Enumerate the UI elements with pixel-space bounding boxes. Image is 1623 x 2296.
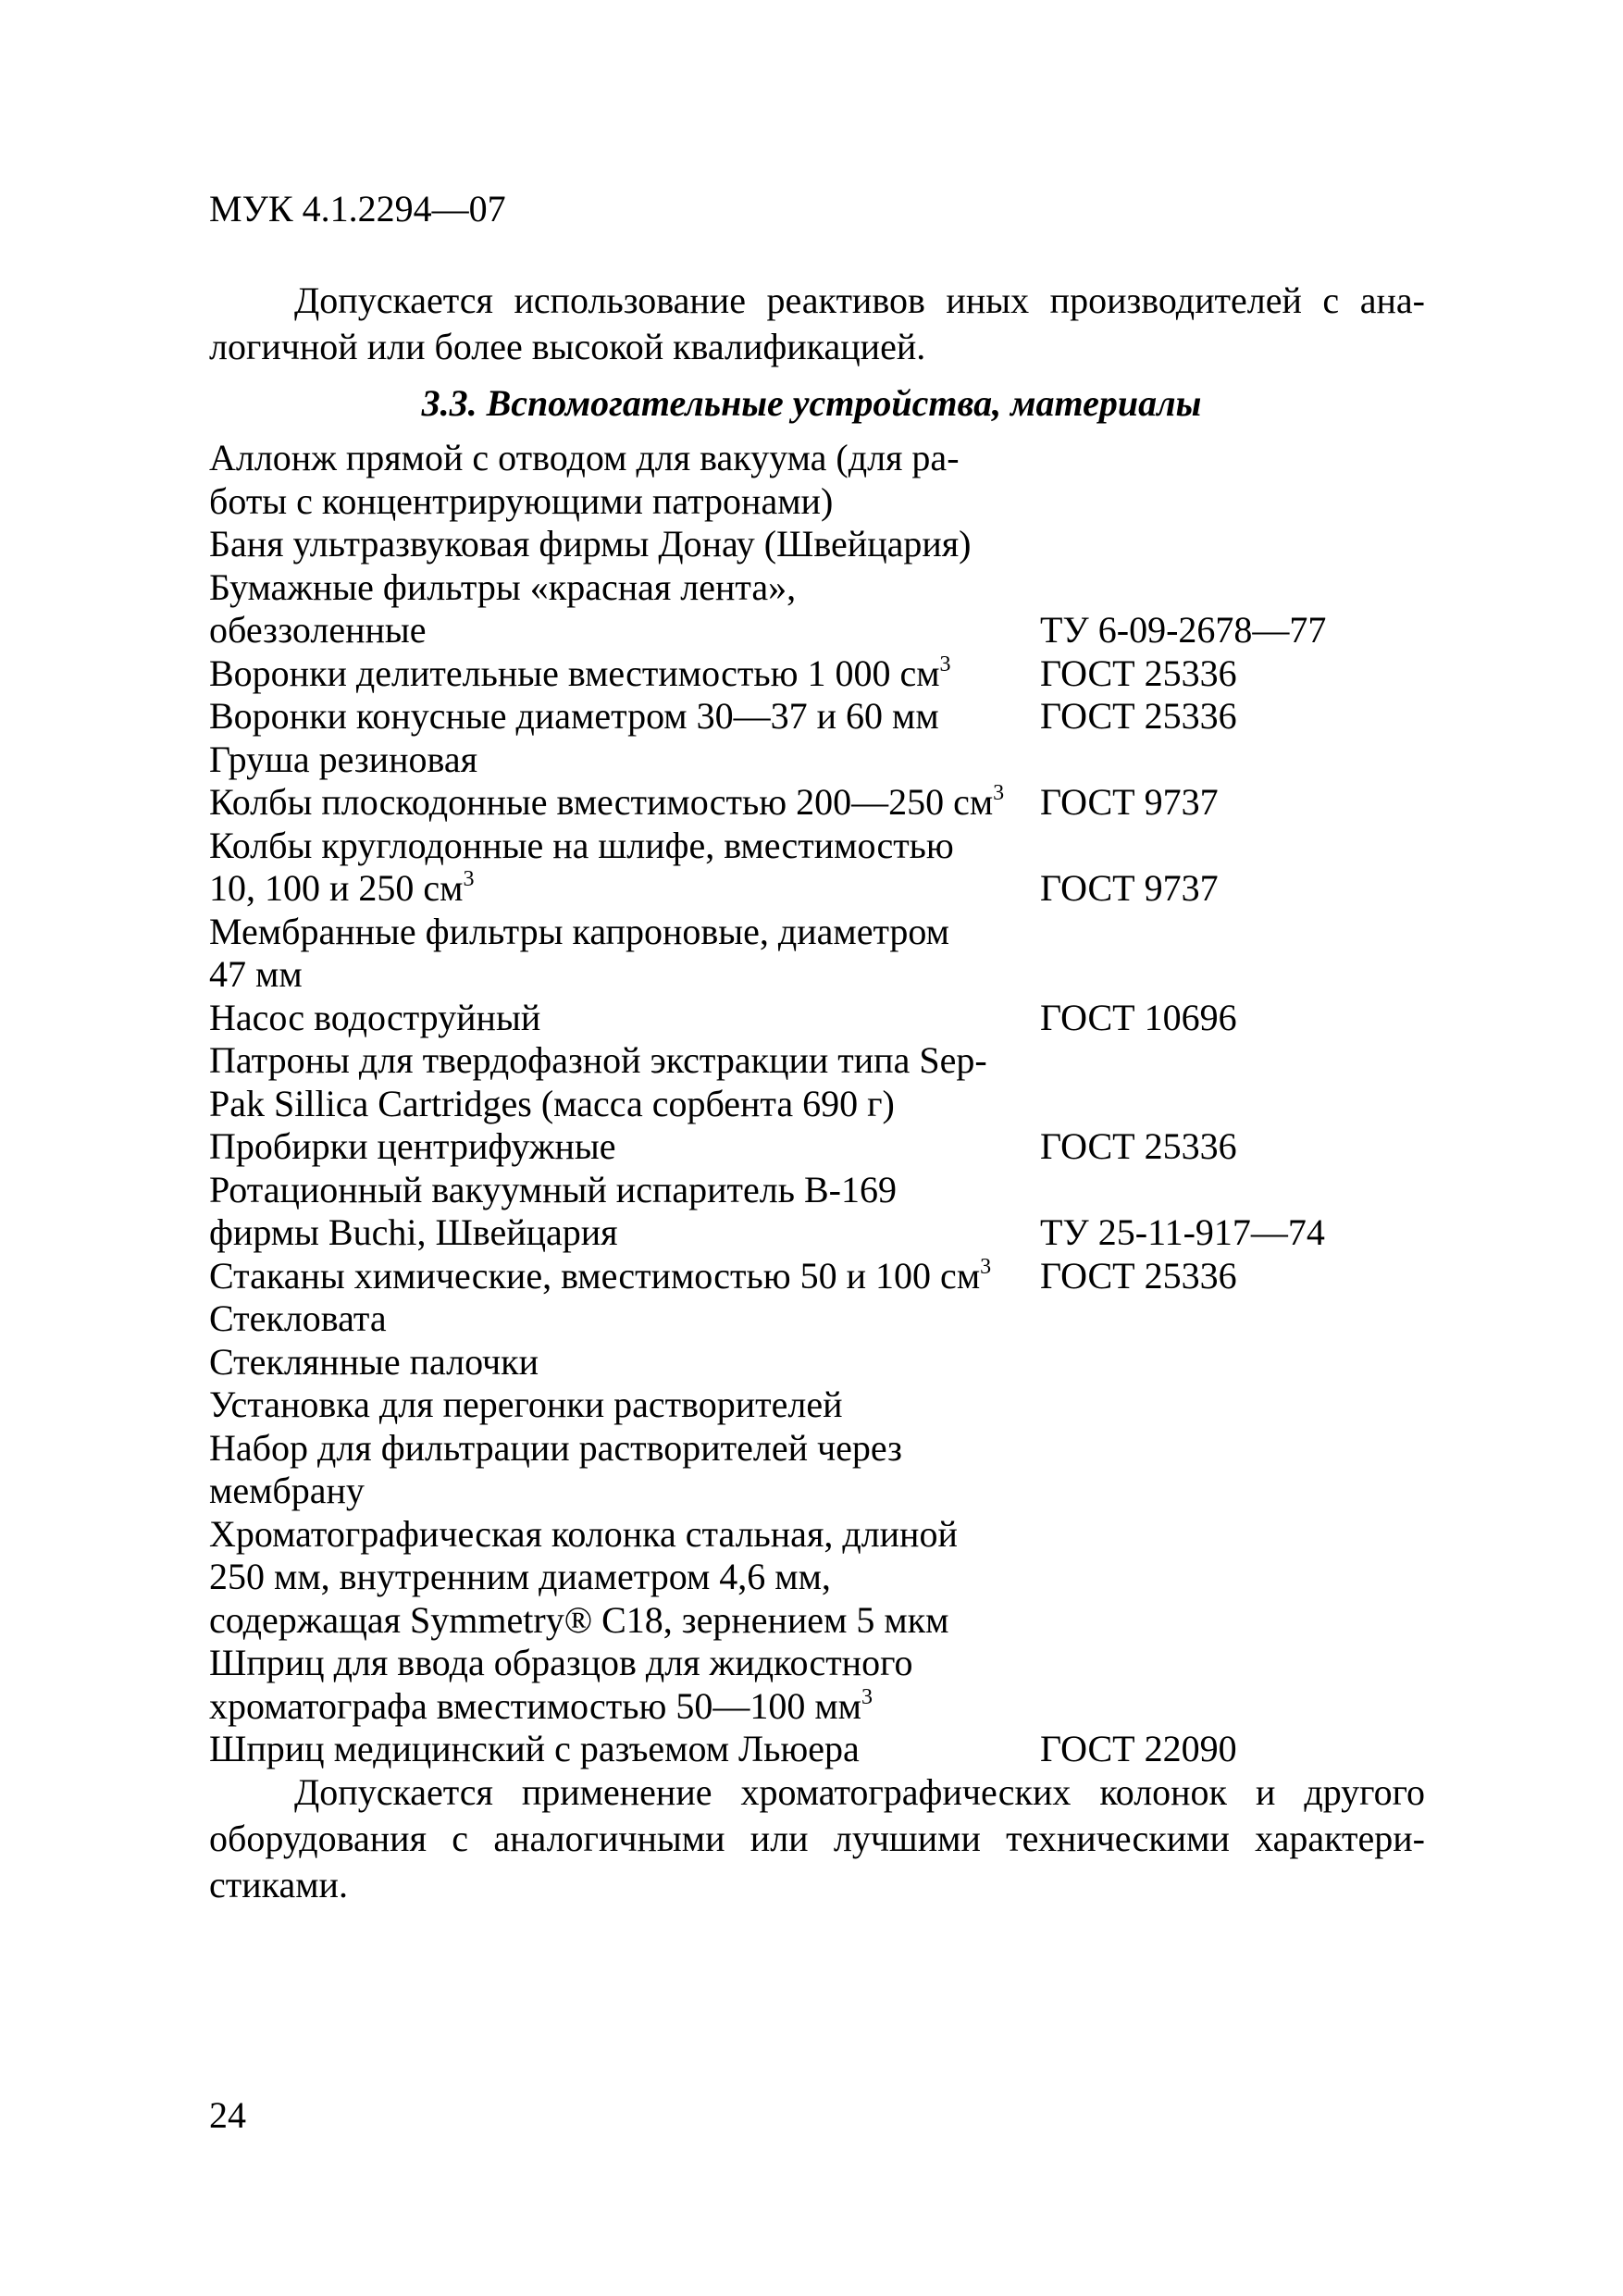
equipment-item-text: Пробирки центрифужные bbox=[209, 1125, 616, 1167]
closing-line: оборудования с аналогичными или лучшими техническими характери- bbox=[209, 1817, 1425, 1859]
equipment-item-text: Груша резиновая bbox=[209, 738, 477, 780]
equipment-row bbox=[209, 997, 1449, 1040]
document-code: МУК 4.1.2294—07 bbox=[209, 188, 506, 230]
equipment-item-text: Шприц для ввода образцов для жидкостного bbox=[209, 1642, 913, 1683]
equipment-row bbox=[209, 1255, 1449, 1298]
equipment-row bbox=[209, 652, 1449, 696]
standard-reference: ГОСТ 22090 bbox=[1040, 1728, 1237, 1769]
equipment-row bbox=[209, 1685, 1449, 1729]
equipment-row bbox=[209, 566, 1449, 610]
equipment-row bbox=[209, 867, 1449, 911]
equipment-item-text: Мембранные фильтры капроновые, диаметром bbox=[209, 910, 949, 952]
equipment-item bbox=[209, 911, 949, 954]
equipment-item bbox=[209, 1427, 902, 1471]
standard-reference: ТУ 25-11-917—74 bbox=[1040, 1211, 1325, 1253]
equipment-item-text: Воронки делительные вместимостью 1 000 см bbox=[209, 652, 940, 694]
equipment-item-text: Стаканы химические, вместимостью 50 и 100 см bbox=[209, 1254, 981, 1297]
equipment-item bbox=[209, 1083, 895, 1126]
equipment-item bbox=[209, 997, 540, 1040]
equipment-item bbox=[209, 1384, 843, 1427]
equipment-item-text: Колбы плоскодонные вместимостью 200—250 см bbox=[209, 781, 994, 823]
equipment-list bbox=[209, 437, 1449, 1771]
equipment-item bbox=[209, 652, 951, 696]
equipment-item-text: Аллонж прямой с отводом для вакуума (для ра- bbox=[209, 437, 960, 478]
equipment-item bbox=[209, 1039, 987, 1083]
equipment-item bbox=[209, 1125, 616, 1169]
equipment-row bbox=[209, 1039, 1449, 1083]
equipment-item-text: Набор для фильтрации растворителей через bbox=[209, 1426, 902, 1469]
equipment-row bbox=[209, 437, 1449, 480]
equipment-row bbox=[209, 1513, 1449, 1557]
equipment-item bbox=[209, 1728, 860, 1771]
equipment-item bbox=[209, 1513, 958, 1557]
standard-reference: ГОСТ 25336 bbox=[1040, 652, 1237, 694]
equipment-item bbox=[209, 1211, 618, 1255]
equipment-item bbox=[209, 437, 960, 480]
equipment-row bbox=[209, 1556, 1449, 1599]
equipment-item bbox=[209, 480, 833, 524]
equipment-item bbox=[209, 825, 954, 868]
standard-reference: ГОСТ 25336 bbox=[1040, 1254, 1237, 1297]
equipment-item-text: Стекловата bbox=[209, 1297, 387, 1339]
equipment-item-text: 250 мм, внутренним диаметром 4,6 мм, bbox=[209, 1556, 831, 1597]
equipment-item bbox=[209, 695, 939, 738]
unit-superscript: 3 bbox=[463, 867, 475, 891]
standard-reference: ГОСТ 25336 bbox=[1040, 1125, 1237, 1167]
page-number: 24 bbox=[209, 2094, 246, 2136]
equipment-item bbox=[209, 953, 303, 997]
equipment-row bbox=[209, 480, 1449, 524]
equipment-item-text: Насос водоструйный bbox=[209, 996, 541, 1038]
equipment-item-text: Воронки конусные диаметром 30—37 и 60 мм bbox=[209, 695, 939, 737]
equipment-item-text: боты с концентрирующими патронами) bbox=[209, 479, 834, 522]
equipment-item-text: Ротационный вакуумный испаритель В-169 bbox=[209, 1168, 897, 1210]
equipment-row bbox=[209, 1384, 1449, 1427]
equipment-item bbox=[209, 1169, 897, 1212]
standard-reference: ТУ 6-09-2678—77 bbox=[1040, 609, 1327, 651]
equipment-row bbox=[209, 1470, 1449, 1513]
equipment-item bbox=[209, 867, 474, 911]
equipment-item bbox=[209, 1470, 365, 1513]
equipment-item-text: Pak Sillica Cartridges (масса сорбента 690 г) bbox=[209, 1082, 895, 1124]
equipment-item-text: 10, 100 и 250 см bbox=[209, 867, 464, 909]
intro-paragraph bbox=[209, 278, 1425, 370]
equipment-row bbox=[209, 1427, 1449, 1471]
equipment-row bbox=[209, 1125, 1449, 1169]
intro-line: логичной или более высокой квалификацией. bbox=[209, 326, 926, 367]
equipment-item-text: обеззоленные bbox=[209, 609, 427, 651]
section-heading: 3.3. Вспомогательные устройства, материалы bbox=[421, 382, 1202, 424]
equipment-item bbox=[209, 1685, 873, 1729]
equipment-row bbox=[209, 1599, 1449, 1643]
closing-line: стиками. bbox=[209, 1863, 348, 1905]
equipment-row bbox=[209, 695, 1449, 738]
equipment-item-text: содержащая Symmetry® С18, зернением 5 мкм bbox=[209, 1598, 949, 1641]
intro-line: Допускается использование реактивов иных производителей с ана- bbox=[294, 279, 1425, 321]
equipment-item bbox=[209, 1341, 539, 1384]
equipment-item-text: Баня ультразвуковая фирмы Донау (Швейцария) bbox=[209, 523, 972, 565]
equipment-item-text: хроматографа вместимостью 50—100 мм bbox=[209, 1684, 861, 1727]
equipment-row bbox=[209, 911, 1449, 954]
equipment-row bbox=[209, 1169, 1449, 1212]
unit-superscript: 3 bbox=[980, 1254, 992, 1279]
equipment-item-text: Бумажные фильтры «красная лента», bbox=[209, 565, 797, 608]
standard-reference: ГОСТ 10696 bbox=[1040, 996, 1237, 1038]
equipment-item-text: Стеклянные палочки bbox=[209, 1340, 539, 1383]
closing-line: Допускается применение хроматографических колонок и другого bbox=[294, 1770, 1425, 1813]
equipment-item bbox=[209, 1297, 387, 1341]
unit-superscript: 3 bbox=[993, 781, 1005, 805]
unit-superscript: 3 bbox=[939, 652, 951, 676]
equipment-item-text: Шприц медицинский с разъемом Льюера bbox=[209, 1728, 860, 1769]
equipment-item-text: Хроматографическая колонка стальная, длиной bbox=[209, 1512, 958, 1555]
equipment-row bbox=[209, 825, 1449, 868]
equipment-row bbox=[209, 523, 1449, 566]
standard-reference: ГОСТ 9737 bbox=[1040, 781, 1219, 823]
equipment-row bbox=[209, 738, 1449, 782]
equipment-item bbox=[209, 566, 796, 610]
standard-reference: ГОСТ 9737 bbox=[1040, 867, 1219, 909]
equipment-item bbox=[209, 1599, 948, 1643]
standard-reference: ГОСТ 25336 bbox=[1040, 695, 1237, 737]
equipment-row bbox=[209, 609, 1449, 652]
equipment-row bbox=[209, 1642, 1449, 1685]
equipment-item-text: Установка для перегонки растворителей bbox=[209, 1384, 843, 1425]
equipment-row bbox=[209, 1297, 1449, 1341]
equipment-row bbox=[209, 953, 1449, 997]
equipment-row bbox=[209, 1211, 1449, 1255]
equipment-item bbox=[209, 1642, 913, 1685]
unit-superscript: 3 bbox=[861, 1684, 873, 1709]
equipment-item-text: фирмы Buchi, Швейцария bbox=[209, 1211, 618, 1253]
equipment-item bbox=[209, 1255, 991, 1298]
equipment-item bbox=[209, 523, 972, 566]
equipment-item bbox=[209, 1556, 831, 1599]
equipment-row bbox=[209, 781, 1449, 825]
equipment-item bbox=[209, 738, 477, 782]
equipment-row bbox=[209, 1083, 1449, 1126]
equipment-item-text: Колбы круглодонные на шлифе, вместимостью bbox=[209, 824, 954, 866]
equipment-row bbox=[209, 1728, 1449, 1771]
equipment-item-text: мембрану bbox=[209, 1470, 365, 1511]
equipment-item-text: 47 мм bbox=[209, 953, 303, 995]
equipment-item-text: Патроны для твердофазной экстракции типа Sep- bbox=[209, 1039, 987, 1081]
closing-paragraph bbox=[209, 1769, 1425, 1908]
equipment-item bbox=[209, 609, 427, 652]
equipment-row bbox=[209, 1341, 1449, 1384]
equipment-item bbox=[209, 781, 1004, 825]
